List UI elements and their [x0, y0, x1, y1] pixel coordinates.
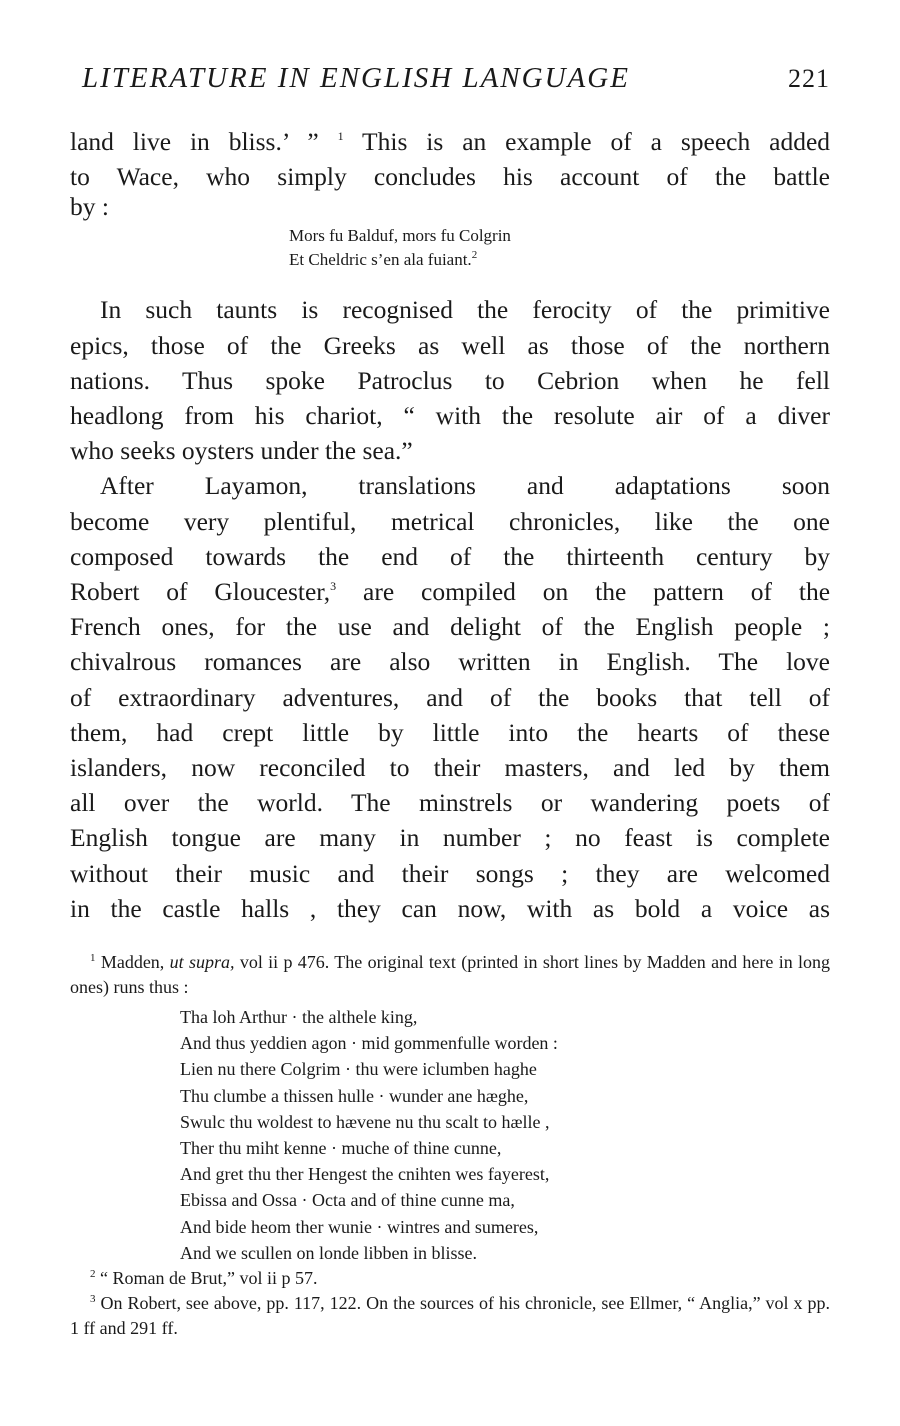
spacer — [70, 272, 830, 292]
paragraph-line: them, had crept little by little into the hearts of these — [70, 717, 830, 747]
paragraph-line: epics, those of the Greeks as well as those of the northern — [70, 330, 830, 360]
text-span: Robert of Gloucester, — [70, 577, 331, 607]
text-span: “ Roman de Brut,” vol ii p 57. — [100, 1268, 318, 1289]
paragraph-line: English tongue are many in number ; no feast is complete — [70, 823, 830, 853]
verse-line — [289, 248, 830, 272]
paragraph-line: nations. Thus spoke Patroclus to Cebrion when he fell — [70, 365, 830, 395]
paragraph-line: islanders, now reconciled to their masters, and led by them — [70, 753, 830, 783]
text-span: On Robert, see above, pp. 117, 122. On the sources of his chronicle, — [100, 1293, 597, 1314]
running-title: LITERATURE IN ENGLISH LANGUAGE — [82, 62, 630, 94]
paragraph-line: composed towards the end of the thirteenth century by — [70, 541, 830, 571]
footnote-marker: 2 — [90, 1268, 96, 1281]
text-span: Madden, — [100, 952, 165, 972]
paragraph-1-line — [70, 124, 830, 159]
verse-line: Thu clumbe a thissen hulle · wunder ane hæghe, — [180, 1085, 529, 1106]
paragraph-3 — [70, 468, 830, 926]
footnote-1 — [70, 950, 830, 1000]
paragraph-line — [70, 574, 830, 609]
footnote-2 — [70, 1266, 830, 1291]
paragraph-line: headlong from his chariot, “ with the resolute air of a diver — [70, 401, 830, 431]
verse-line: And bide heom ther wunie · wintres and sumeres, — [180, 1216, 539, 1237]
paragraph-line: in the castle halls , they can now, with as bold a voice as — [70, 893, 830, 923]
page-number: 221 — [788, 64, 830, 93]
paragraph-line: In such taunts is recognised the ferocity of the primitive — [100, 295, 830, 325]
paragraph-line: of extraordinary adventures, and of the books that tell of — [70, 682, 830, 712]
paragraph-line: who seeks oysters under the sea.” — [70, 436, 413, 466]
verse-line: And gret thu ther Hengest the cnihten wes fayerest, — [180, 1164, 550, 1185]
footnote-marker: 3 — [90, 1293, 96, 1306]
verse-line: Tha loh Arthur · the althele king, — [180, 1007, 418, 1027]
text-span: see Ellmer, “ Anglia,” vol x pp. 1 ff and 291 ff. — [70, 1293, 831, 1339]
text-span: Et Cheldric s’en ala fuiant. — [289, 250, 472, 270]
text-span: lines by Madden and here in long ones) runs thus : — [70, 952, 831, 997]
paragraph-2 — [70, 292, 830, 468]
footnote-marker: 1 — [90, 952, 96, 964]
footnote-3 — [70, 1291, 830, 1341]
verse-line: Mors fu Balduf, mors fu Colgrin — [289, 226, 511, 246]
verse-line: Ther thu miht kenne · muche of thine cunne, — [180, 1138, 502, 1159]
paragraph-line: without their music and their songs ; they are welcomed — [70, 858, 830, 888]
verse-line: Ebissa and Ossa · Octa and of thine cunne ma, — [180, 1190, 515, 1211]
footnote-verse — [180, 1004, 830, 1266]
paragraph-line: French ones, for the use and delight of the English people ; — [70, 612, 830, 642]
verse-line: Lien nu there Colgrim · thu were iclumben haghe — [180, 1059, 537, 1080]
paragraph-line: become very plentiful, metrical chronicles, like the one — [70, 506, 830, 536]
italic-text: ut supra, — [169, 952, 235, 972]
text-span: vol ii p 476. The original text (printed in short — [239, 952, 579, 972]
text-span: This is an example of a speech added — [362, 127, 831, 156]
paragraph-line: chivalrous romances are also written in English. The love — [70, 647, 830, 677]
main-text — [70, 124, 830, 926]
footnotes — [70, 950, 830, 1341]
paragraph-line: After Layamon, translations and adaptations soon — [100, 471, 830, 501]
verse-line: And thus yeddien agon · mid gommenfulle worden : — [180, 1033, 558, 1054]
paragraph-line: all over the world. The minstrels or wandering poets of — [70, 788, 830, 818]
footnote-ref: 2 — [471, 249, 478, 262]
footnote-ref: 1 — [337, 129, 344, 143]
paragraph-1-line: to Wace, who simply concludes his account of the battle — [70, 162, 830, 192]
footnote-ref: 3 — [330, 579, 337, 594]
text-span: land live in bliss.’ ” — [70, 127, 319, 156]
verse-line: Swulc thu woldest to hævene nu thu scalt to hælle , — [180, 1111, 550, 1132]
quoted-verse — [289, 224, 830, 272]
verse-line: And we scullen on londe libben in blisse. — [180, 1242, 477, 1263]
text-span: are compiled on the pattern of the — [363, 577, 831, 607]
page-header — [82, 62, 830, 102]
paragraph-1-line: by : — [70, 192, 109, 222]
